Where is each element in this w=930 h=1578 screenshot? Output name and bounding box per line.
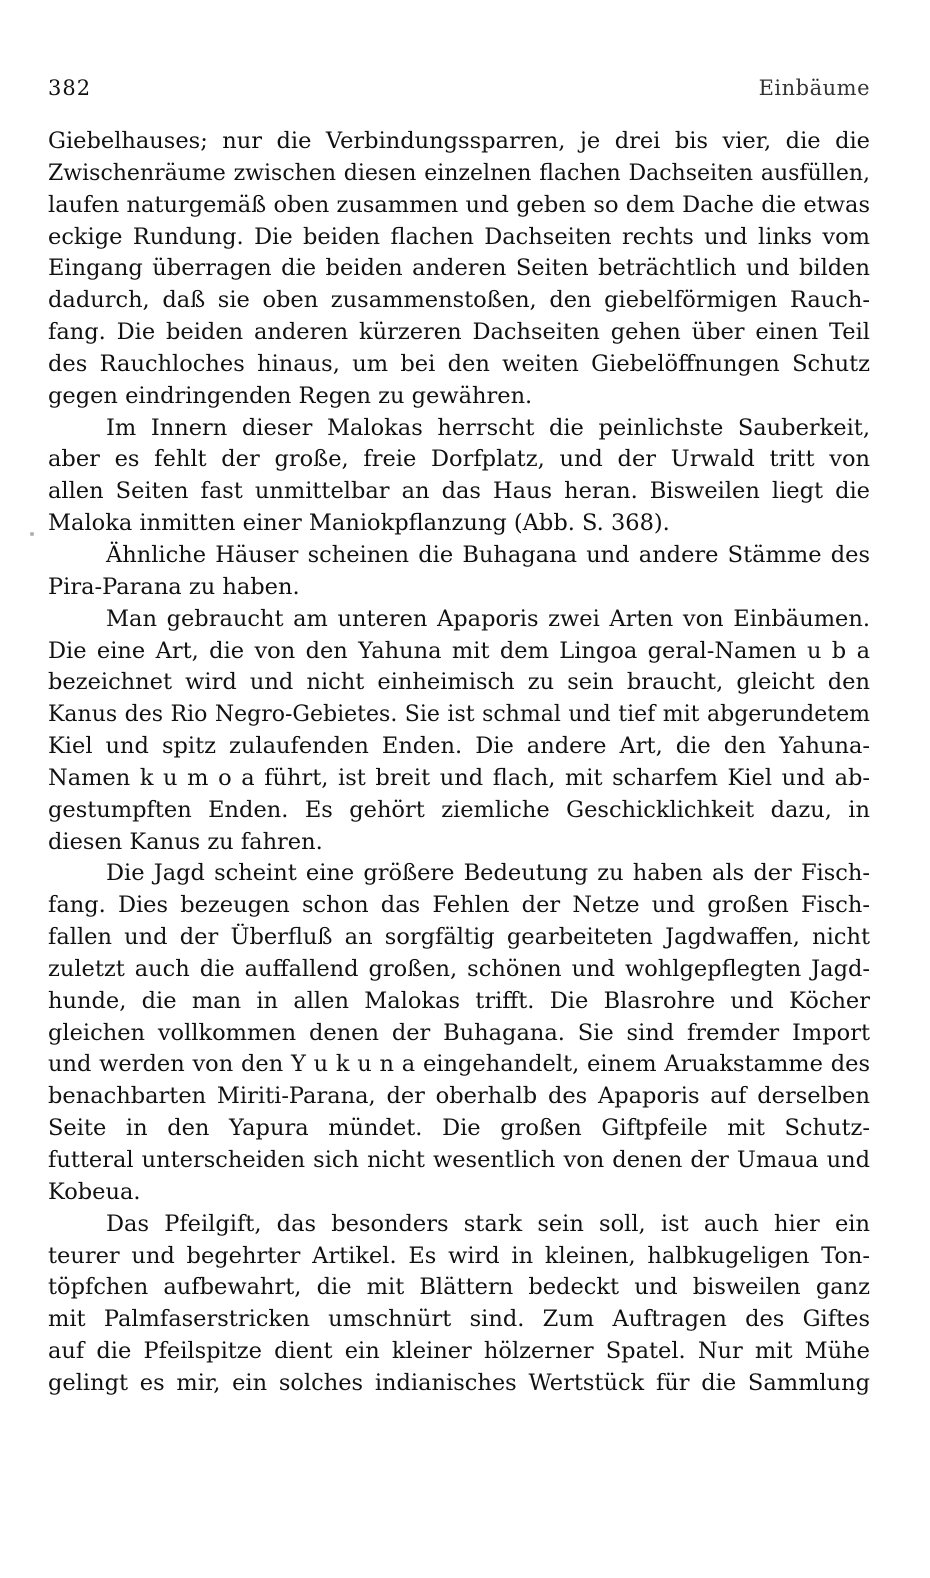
text-line: fang. Die beiden anderen kürzeren Dachseiten gehen über einen Teil bbox=[48, 319, 870, 346]
text-line: Seite in den Yapura mündet. Die großen Giftpfeile mit Schutz- bbox=[48, 1115, 870, 1142]
text-line: futteral unterscheiden sich nicht wesentlich von denen der Umaua und bbox=[48, 1147, 870, 1173]
body-text bbox=[48, 126, 870, 1400]
running-head bbox=[48, 73, 870, 103]
text-line: Kiel und spitz zulaufenden Enden. Die andere Art, die den Yahuna- bbox=[48, 733, 870, 760]
paragraph-6 bbox=[48, 1209, 870, 1400]
text-line: fang. Dies bezeugen schon das Fehlen der Netze und großen Fisch- bbox=[48, 892, 870, 919]
text-line: Maloka inmitten einer Maniokpflanzung (Abb. S. 368). bbox=[48, 510, 670, 537]
text-line: hunde, die man in allen Malokas trifft. Die Blasrohre und Köcher bbox=[48, 987, 870, 1014]
text-line: Man gebraucht am unteren Apaporis zwei Arten von Einbäumen. bbox=[106, 605, 870, 632]
text-line: des Rauchloches hinaus, um bei den weiten Giebelöffnungen Schutz bbox=[48, 350, 870, 377]
text-line: fallen und der Überfluß an sorgfältig gearbeiteten Jagdwaffen, nicht bbox=[48, 924, 870, 951]
text-line: teurer und begehrter Artikel. Es wird in kleinen, halbkugeligen Ton- bbox=[48, 1242, 870, 1269]
text-line: Im Innern dieser Malokas herrscht die peinlichste Sauberkeit, bbox=[106, 414, 870, 441]
text-line: Namen k u m o a führt, ist breit und flach, mit scharfem Kiel und ab- bbox=[48, 764, 870, 791]
text-line: Das Pfeilgift, das besonders stark sein soll, ist auch hier ein bbox=[106, 1210, 870, 1237]
text-line: auf die Pfeilspitze dient ein kleiner hölzerner Spatel. Nur mit Mühe bbox=[48, 1338, 870, 1365]
text-line: Pira-Parana zu haben. bbox=[48, 573, 300, 600]
paragraph-3 bbox=[48, 540, 870, 604]
text-line: benachbarten Miriti-Parana, der oberhalb des Apaporis auf derselben bbox=[48, 1083, 870, 1110]
text-line: mit Palmfaserstricken umschnürt sind. Zum Auftragen des Giftes bbox=[48, 1306, 870, 1333]
text-line: diesen Kanus zu fahren. bbox=[48, 828, 323, 855]
text-line: eckige Rundung. Die beiden flachen Dachseiten rechts und links vom bbox=[48, 223, 870, 250]
paragraph-5 bbox=[48, 858, 870, 1208]
text-line: töpfchen aufbewahrt, die mit Blättern bedeckt und bisweilen ganz bbox=[48, 1274, 870, 1301]
text-line: aber es fehlt der große, freie Dorfplatz, und der Urwald tritt von bbox=[48, 446, 870, 473]
text-line: Die eine Art, die von den Yahuna mit dem Lingoa geral-Namen u b a bbox=[48, 637, 870, 664]
text-line: bezeichnet wird und nicht einheimisch zu sein braucht, gleicht den bbox=[48, 669, 870, 696]
text-line: Zwischenräume zwischen diesen einzelnen flachen Dachseiten ausfüllen, bbox=[48, 160, 870, 186]
text-line: gleichen vollkommen denen der Buhagana. Sie sind fremder Import bbox=[48, 1019, 870, 1046]
text-line: Giebelhauses; nur die Verbindungssparren, je drei bis vier, die die bbox=[48, 128, 870, 154]
text-line: zuletzt auch die auffallend großen, schönen und wohlgepflegten Jagd- bbox=[48, 955, 870, 982]
margin-mark bbox=[30, 532, 34, 536]
running-title: Einbäume bbox=[758, 76, 870, 100]
text-line: gestumpften Enden. Es gehört ziemliche Geschicklichkeit dazu, in bbox=[48, 796, 870, 823]
text-line: Die Jagd scheint eine größere Bedeutung zu haben als der Fisch- bbox=[106, 860, 870, 887]
text-line: Kanus des Rio Negro-Gebietes. Sie ist schmal und tief mit abgerundetem bbox=[48, 702, 870, 728]
text-line: Kobeua. bbox=[48, 1178, 141, 1205]
text-line: laufen naturgemäß oben zusammen und geben so dem Dache die etwas bbox=[48, 191, 870, 218]
text-line: allen Seiten fast unmittelbar an das Haus heran. Bisweilen liegt die bbox=[48, 478, 870, 505]
text-line: Ähnliche Häuser scheinen die Buhagana und andere Stämme des bbox=[106, 541, 870, 568]
text-line: dadurch, daß sie oben zusammenstoßen, den giebelförmigen Rauch- bbox=[48, 287, 870, 314]
page-number: 382 bbox=[48, 76, 92, 100]
text-line: gelingt es mir, ein solches indianisches Wertstück für die Sammlung bbox=[48, 1369, 870, 1396]
paragraph-1 bbox=[48, 126, 870, 413]
paragraph-4 bbox=[48, 604, 870, 859]
text-line: Eingang überragen die beiden anderen Seiten beträchtlich und bilden bbox=[48, 255, 870, 282]
text-line: gegen eindringenden Regen zu gewähren. bbox=[48, 382, 533, 409]
paragraph-2 bbox=[48, 413, 870, 540]
text-line: und werden von den Y u k u n a eingehandelt, einem Aruakstamme des bbox=[48, 1051, 870, 1078]
